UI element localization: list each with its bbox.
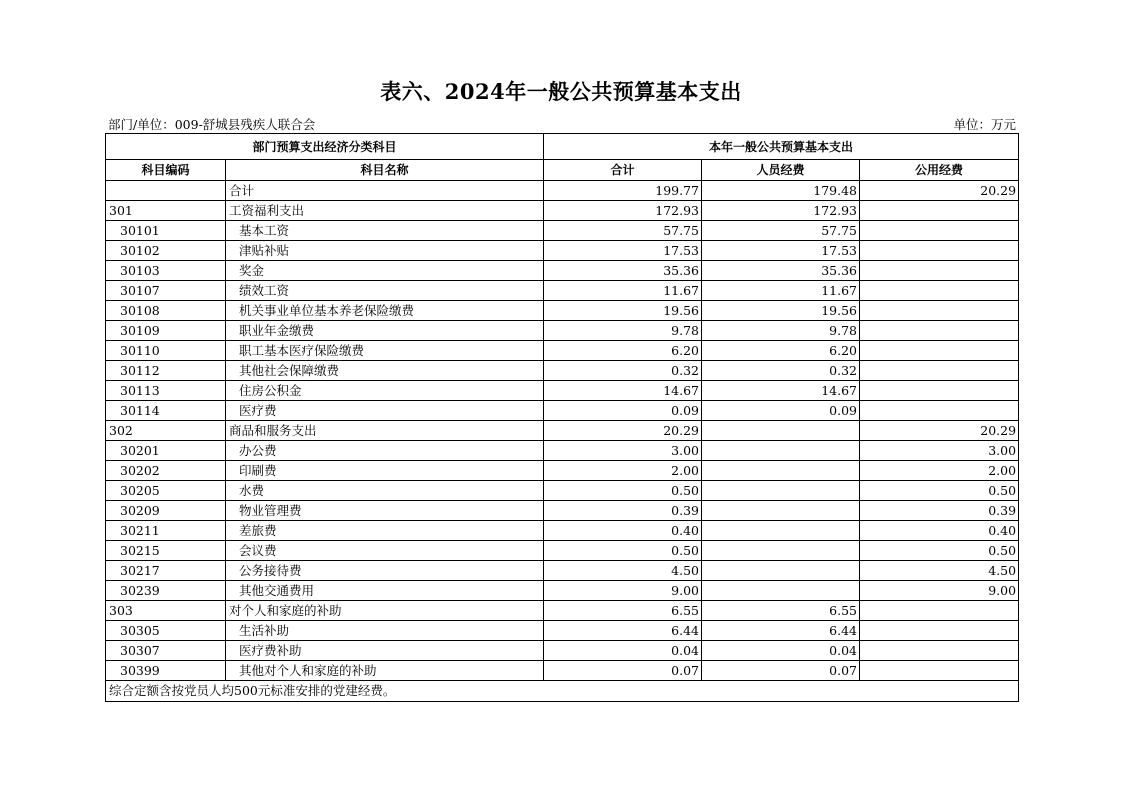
row-name: 会议费: [226, 541, 544, 561]
row-personnel: 11.67: [702, 281, 860, 301]
row-personnel: 6.20: [702, 341, 860, 361]
table-row: [106, 641, 1019, 661]
header-name: 科目名称: [226, 160, 544, 181]
unit-label: 单位：万元: [953, 117, 1016, 132]
row-public: [860, 301, 1019, 321]
row-name: 基本工资: [226, 221, 544, 241]
row-code: 30239: [106, 581, 226, 601]
table-row: [106, 581, 1019, 601]
row-public: [860, 201, 1019, 221]
row-code: 301: [106, 201, 226, 221]
row-personnel: 35.36: [702, 261, 860, 281]
row-total: 14.67: [544, 381, 702, 401]
table-row: [106, 401, 1019, 421]
table-row: [106, 541, 1019, 561]
row-personnel: [702, 461, 860, 481]
row-public: [860, 341, 1019, 361]
row-personnel: [702, 441, 860, 461]
row-code: 30201: [106, 441, 226, 461]
table-row: [106, 461, 1019, 481]
row-code: 30307: [106, 641, 226, 661]
row-total: 0.07: [544, 661, 702, 681]
table-row: [106, 481, 1019, 501]
row-public: [860, 221, 1019, 241]
header-public: 公用经费: [860, 160, 1019, 181]
row-total: 0.40: [544, 521, 702, 541]
table-row: [106, 381, 1019, 401]
row-code: 30217: [106, 561, 226, 581]
row-code: 30107: [106, 281, 226, 301]
row-public: 20.29: [860, 181, 1019, 201]
row-public: 0.39: [860, 501, 1019, 521]
row-personnel: [702, 521, 860, 541]
row-total: 6.20: [544, 341, 702, 361]
row-code: 30202: [106, 461, 226, 481]
row-public: [860, 281, 1019, 301]
row-public: [860, 381, 1019, 401]
table-row: [106, 561, 1019, 581]
row-personnel: [702, 501, 860, 521]
row-total: 3.00: [544, 441, 702, 461]
row-public: 2.00: [860, 461, 1019, 481]
row-code: 30113: [106, 381, 226, 401]
table-body: [106, 181, 1019, 681]
row-name: 医疗费补助: [226, 641, 544, 661]
table-row: [106, 421, 1019, 441]
row-personnel: 19.56: [702, 301, 860, 321]
row-total: 11.67: [544, 281, 702, 301]
table-row: [106, 241, 1019, 261]
row-personnel: [702, 561, 860, 581]
header-personnel: 人员经费: [702, 160, 860, 181]
row-public: 0.40: [860, 521, 1019, 541]
row-name: 奖金: [226, 261, 544, 281]
row-name: 其他对个人和家庭的补助: [226, 661, 544, 681]
table-row: [106, 261, 1019, 281]
row-total: 0.04: [544, 641, 702, 661]
row-public: [860, 361, 1019, 381]
row-personnel: 9.78: [702, 321, 860, 341]
row-name: 绩效工资: [226, 281, 544, 301]
row-code: 30112: [106, 361, 226, 381]
row-public: 0.50: [860, 481, 1019, 501]
row-personnel: [702, 541, 860, 561]
row-code: 30209: [106, 501, 226, 521]
row-code: 30108: [106, 301, 226, 321]
table-row: [106, 321, 1019, 341]
row-code: 30109: [106, 321, 226, 341]
row-name: 工资福利支出: [226, 201, 544, 221]
row-name: 差旅费: [226, 521, 544, 541]
row-total: 6.44: [544, 621, 702, 641]
row-public: 20.29: [860, 421, 1019, 441]
row-personnel: 14.67: [702, 381, 860, 401]
row-personnel: 172.93: [702, 201, 860, 221]
row-name: 水费: [226, 481, 544, 501]
row-name: 津贴补贴: [226, 241, 544, 261]
row-name: 生活补助: [226, 621, 544, 641]
row-code: 30110: [106, 341, 226, 361]
row-total: 0.50: [544, 541, 702, 561]
row-name: 职业年金缴费: [226, 321, 544, 341]
row-code: 30103: [106, 261, 226, 281]
row-name: 其他社会保障缴费: [226, 361, 544, 381]
row-personnel: 17.53: [702, 241, 860, 261]
row-personnel: 57.75: [702, 221, 860, 241]
row-name: 其他交通费用: [226, 581, 544, 601]
header-code: 科目编码: [106, 160, 226, 181]
row-personnel: [702, 581, 860, 601]
table-row: [106, 221, 1019, 241]
row-personnel: 6.55: [702, 601, 860, 621]
row-public: 3.00: [860, 441, 1019, 461]
table-row: [106, 601, 1019, 621]
row-personnel: [702, 481, 860, 501]
table-row: [106, 661, 1019, 681]
row-public: [860, 601, 1019, 621]
row-total: 17.53: [544, 241, 702, 261]
row-personnel: 0.07: [702, 661, 860, 681]
row-total: 6.55: [544, 601, 702, 621]
row-total: 0.09: [544, 401, 702, 421]
row-personnel: 6.44: [702, 621, 860, 641]
row-personnel: 0.09: [702, 401, 860, 421]
row-public: 0.50: [860, 541, 1019, 561]
row-code: 30101: [106, 221, 226, 241]
table-row: [106, 361, 1019, 381]
table-row: [106, 501, 1019, 521]
row-public: [860, 261, 1019, 281]
header-economic-classification: 部门预算支出经济分类科目: [106, 134, 544, 160]
row-name: 职工基本医疗保险缴费: [226, 341, 544, 361]
row-name: 物业管理费: [226, 501, 544, 521]
row-personnel: 0.04: [702, 641, 860, 661]
row-name: 机关事业单位基本养老保险缴费: [226, 301, 544, 321]
department-label: 部门/单位：009-舒城县残疾人联合会: [108, 117, 316, 132]
row-public: [860, 661, 1019, 681]
header-basic-expenditure: 本年一般公共预算基本支出: [544, 134, 1019, 160]
row-name: 印刷费: [226, 461, 544, 481]
row-total: 0.50: [544, 481, 702, 501]
row-public: [860, 401, 1019, 421]
row-code: 30215: [106, 541, 226, 561]
row-total: 4.50: [544, 561, 702, 581]
row-total: 0.32: [544, 361, 702, 381]
row-personnel: 0.32: [702, 361, 860, 381]
table-row: [106, 521, 1019, 541]
footnote: 综合定额含按党员人均500元标准安排的党建经费。: [106, 681, 1019, 702]
row-code: 30102: [106, 241, 226, 261]
row-code: 30205: [106, 481, 226, 501]
row-total: 9.00: [544, 581, 702, 601]
budget-table: [105, 133, 1019, 702]
table-row: [106, 441, 1019, 461]
row-total: 172.93: [544, 201, 702, 221]
table-row: [106, 341, 1019, 361]
page-title: 表六、2024年一般公共预算基本支出: [380, 79, 742, 104]
row-name: 办公费: [226, 441, 544, 461]
row-total: 0.39: [544, 501, 702, 521]
header-total: 合计: [544, 160, 702, 181]
table-row: [106, 201, 1019, 221]
row-total: 9.78: [544, 321, 702, 341]
row-name: 合计: [226, 181, 544, 201]
row-name: 医疗费: [226, 401, 544, 421]
row-public: 9.00: [860, 581, 1019, 601]
row-total: 20.29: [544, 421, 702, 441]
row-public: [860, 321, 1019, 341]
row-total: 2.00: [544, 461, 702, 481]
row-name: 公务接待费: [226, 561, 544, 581]
row-code: [106, 181, 226, 201]
row-name: 商品和服务支出: [226, 421, 544, 441]
row-public: [860, 241, 1019, 261]
table-row: [106, 301, 1019, 321]
table-row: [106, 181, 1019, 201]
row-total: 35.36: [544, 261, 702, 281]
row-public: [860, 641, 1019, 661]
row-code: 302: [106, 421, 226, 441]
row-name: 住房公积金: [226, 381, 544, 401]
table-row: [106, 621, 1019, 641]
row-personnel: [702, 421, 860, 441]
row-public: [860, 621, 1019, 641]
row-code: 30305: [106, 621, 226, 641]
row-code: 303: [106, 601, 226, 621]
row-total: 199.77: [544, 181, 702, 201]
row-total: 57.75: [544, 221, 702, 241]
row-code: 30211: [106, 521, 226, 541]
row-total: 19.56: [544, 301, 702, 321]
row-public: 4.50: [860, 561, 1019, 581]
row-code: 30399: [106, 661, 226, 681]
row-personnel: 179.48: [702, 181, 860, 201]
row-code: 30114: [106, 401, 226, 421]
row-name: 对个人和家庭的补助: [226, 601, 544, 621]
table-row: [106, 281, 1019, 301]
